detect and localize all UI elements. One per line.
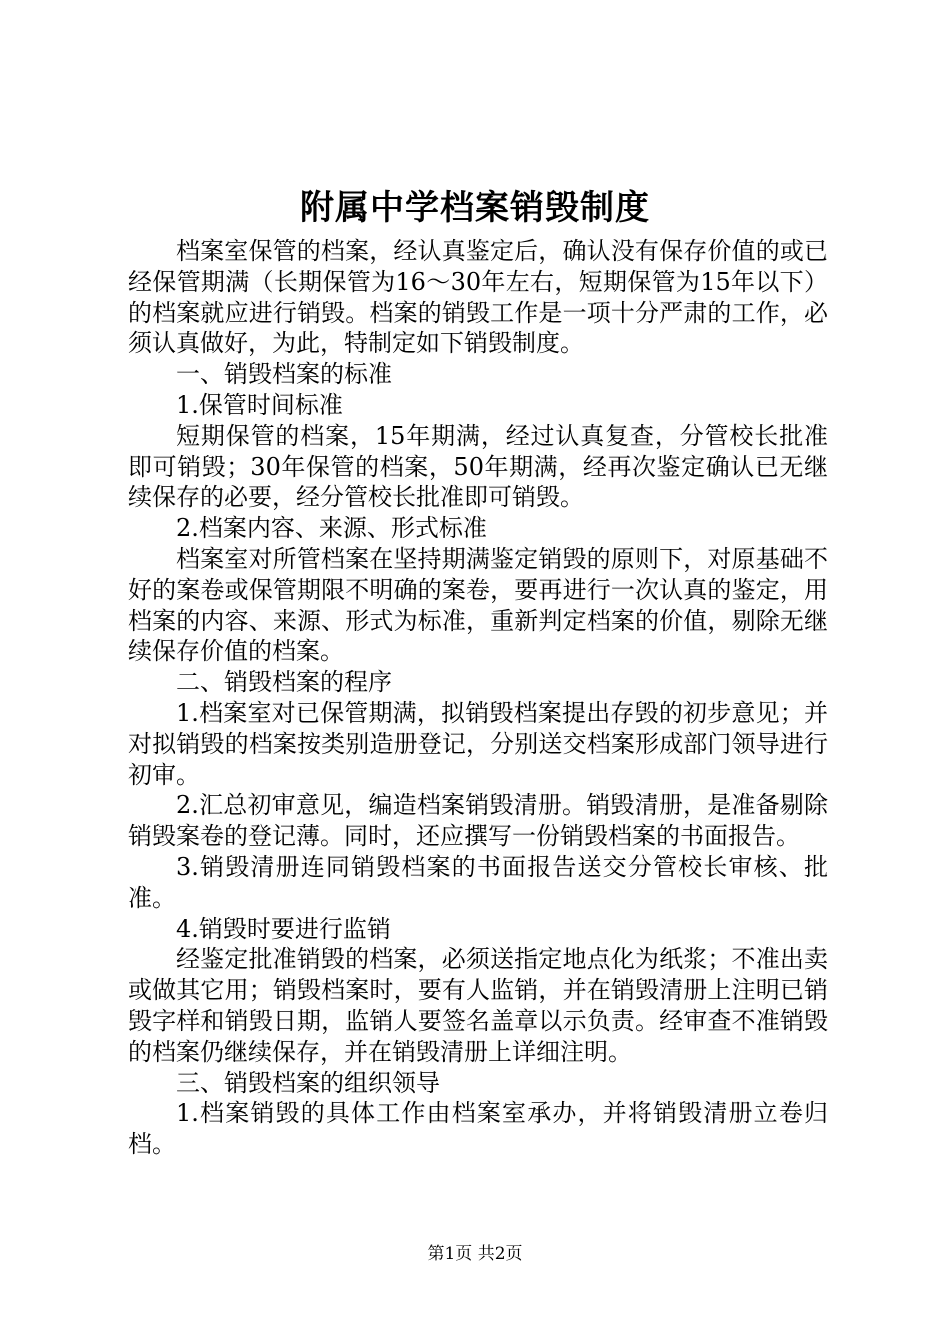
paragraph-2-2: 2.汇总初审意见，编造档案销毁清册。销毁清册，是准备剔除销毁案卷的登记薄。同时，还应撰写一份销毁档案的书面报告。 <box>128 791 828 851</box>
heading-section-1: 一、销毁档案的标准 <box>176 360 392 389</box>
page-number-footer: 第1页 共2页 <box>427 1244 523 1264</box>
paragraph-2-4: 经鉴定批准销毁的档案，必须送指定地点化为纸浆；不准出卖或做其它用；销毁档案时，要有人监销，并在销毁清册上注明已销毁字样和销毁日期，监销人要签名盖章以示负责。经审查不准销毁的档案仍继续保存，并在销毁清册上详细注明。 <box>128 945 828 1066</box>
subheading-2-4: 4.销毁时要进行监销 <box>176 914 391 943</box>
subheading-1-2: 2.档案内容、来源、形式标准 <box>176 514 487 543</box>
paragraph-3-1: 1.档案销毁的具体工作由档案室承办，并将销毁清册立卷归档。 <box>128 1099 828 1159</box>
heading-section-2: 二、销毁档案的程序 <box>176 668 392 697</box>
paragraph-1-2: 档案室对所管档案在坚持期满鉴定销毁的原则下，对原基础不好的案卷或保管期限不明确的案卷，要再进行一次认真的鉴定，用档案的内容、来源、形式为标准，重新判定档案的价值，剔除无继续保存价值的档案。 <box>128 544 828 666</box>
paragraph-2-3: 3.销毁清册连同销毁档案的书面报告送交分管校长审核、批准。 <box>128 852 828 912</box>
paragraph-2-1: 1.档案室对已保管期满，拟销毁档案提出存毁的初步意见；并对拟销毁的档案按类别造册登记，分别送交档案形成部门领导进行初审。 <box>128 698 828 789</box>
document-body <box>128 236 828 1160</box>
heading-section-3: 三、销毁档案的组织领导 <box>176 1068 440 1097</box>
document-title: 附属中学档案销毁制度 <box>300 188 650 228</box>
paragraph-intro: 档案室保管的档案，经认真鉴定后，确认没有保存价值的或已经保管期满（长期保管为16～30年左右，短期保管为15年以下）的档案就应进行销毁。档案的销毁工作是一项十分严肃的工作，必须认真做好，为此，特制定如下销毁制度。 <box>128 237 828 358</box>
subheading-1-1: 1.保管时间标准 <box>176 390 343 419</box>
paragraph-1-1: 短期保管的档案，15年期满，经过认真复查，分管校长批准即可销毁；30年保管的档案，50年期满，经再次鉴定确认已无继续保存的必要，经分管校长批准即可销毁。 <box>128 421 828 512</box>
